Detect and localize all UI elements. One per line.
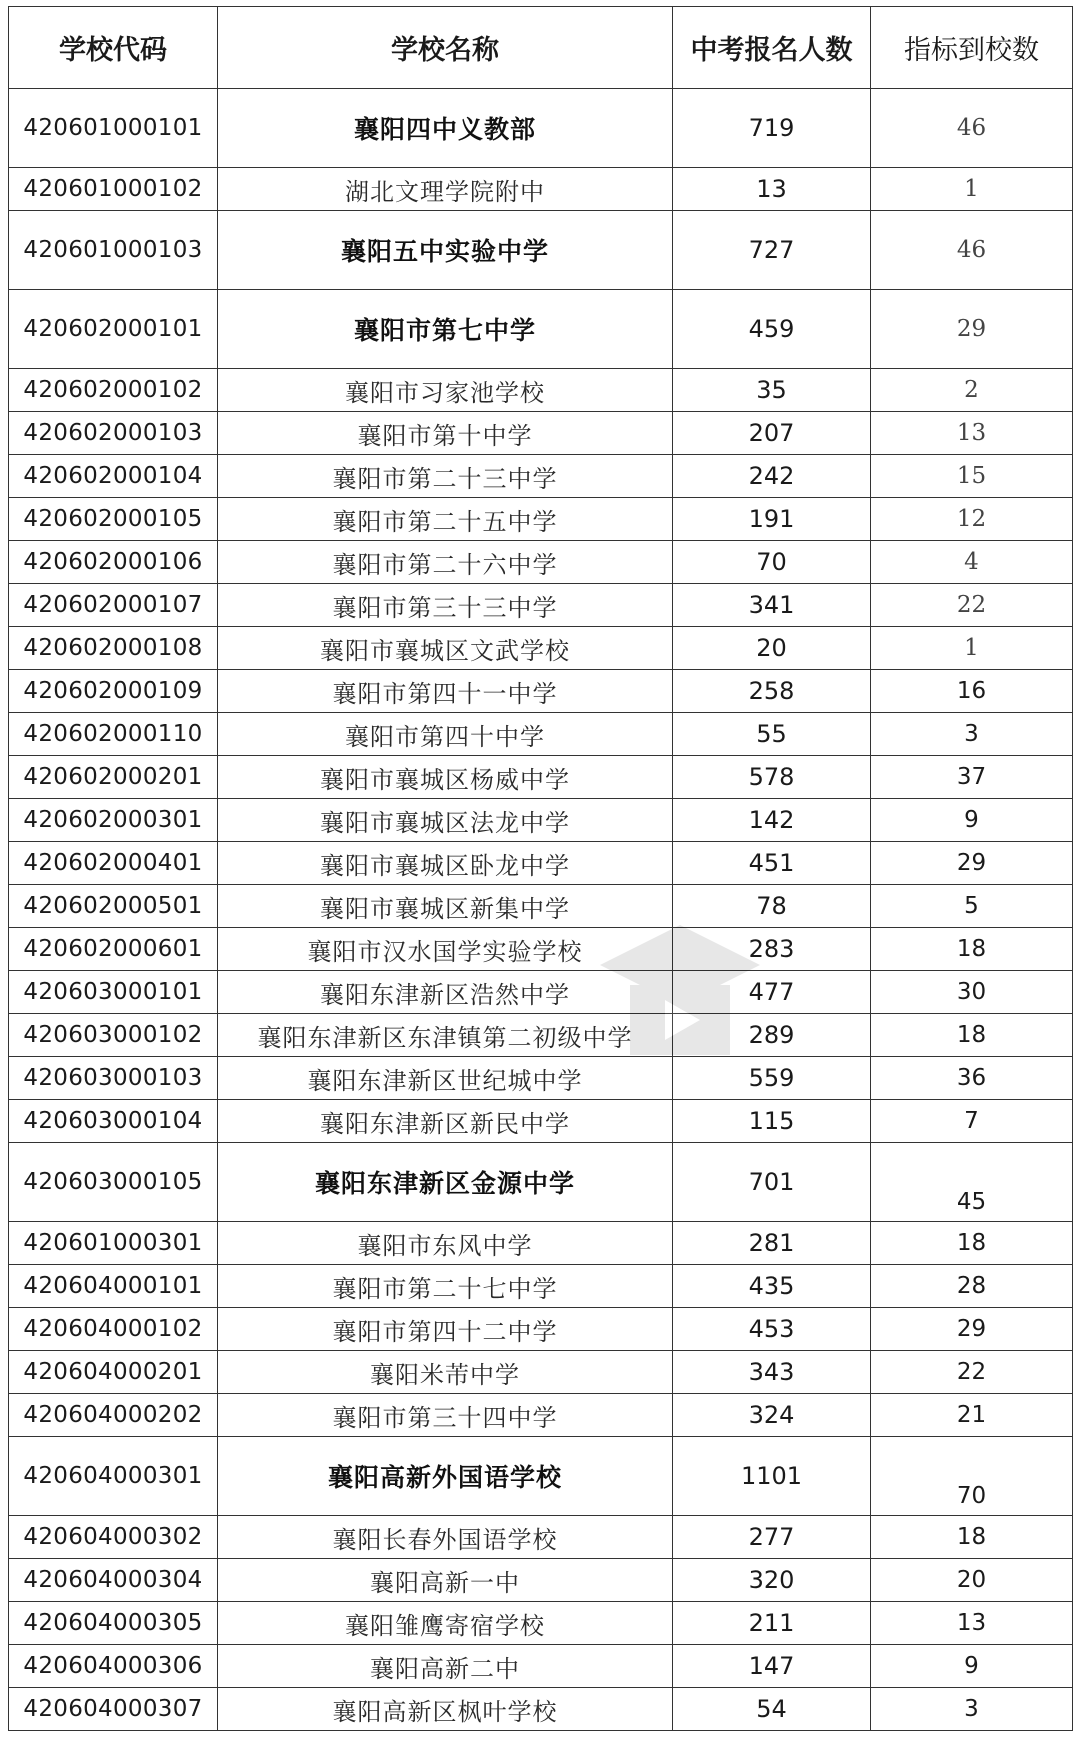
- school-code: 420604000301: [9, 1437, 218, 1516]
- quota-count: 4: [871, 541, 1073, 584]
- school-code: 420604000102: [9, 1308, 218, 1351]
- table-row: [9, 1100, 1073, 1143]
- school-code: 420603000102: [9, 1014, 218, 1057]
- applicant-count: 20: [673, 627, 871, 670]
- school-name: 襄阳雏鹰寄宿学校: [218, 1602, 673, 1645]
- header-quota: 指标到校数: [871, 7, 1073, 89]
- school-code: 420602000601: [9, 928, 218, 971]
- school-code: 420602000105: [9, 498, 218, 541]
- quota-count: 2: [871, 369, 1073, 412]
- school-code: 420603000101: [9, 971, 218, 1014]
- applicant-count: 142: [673, 799, 871, 842]
- applicant-count: 578: [673, 756, 871, 799]
- applicant-count: 242: [673, 455, 871, 498]
- school-code: 420602000501: [9, 885, 218, 928]
- school-name: 襄阳东津新区世纪城中学: [218, 1057, 673, 1100]
- table-row: [9, 756, 1073, 799]
- applicant-count: 343: [673, 1351, 871, 1394]
- table-row: [9, 799, 1073, 842]
- applicant-count: 320: [673, 1559, 871, 1602]
- applicant-count: 451: [673, 842, 871, 885]
- school-name: 襄阳市襄城区杨威中学: [218, 756, 673, 799]
- applicant-count: 277: [673, 1516, 871, 1559]
- table-row: [9, 1143, 1073, 1222]
- table-row: [9, 1057, 1073, 1100]
- applicant-count: 281: [673, 1222, 871, 1265]
- school-code: 420604000306: [9, 1645, 218, 1688]
- school-name: 襄阳市第七中学: [218, 290, 673, 369]
- table-row: [9, 541, 1073, 584]
- quota-count: 30: [871, 971, 1073, 1014]
- applicant-count: 54: [673, 1688, 871, 1731]
- applicant-count: 35: [673, 369, 871, 412]
- table-row: [9, 627, 1073, 670]
- school-name: 襄阳高新二中: [218, 1645, 673, 1688]
- applicant-count: 258: [673, 670, 871, 713]
- quota-count: 22: [871, 1351, 1073, 1394]
- header-school-name: 学校名称: [218, 7, 673, 89]
- table-row: [9, 168, 1073, 211]
- applicant-count: 324: [673, 1394, 871, 1437]
- school-code: 420602000104: [9, 455, 218, 498]
- school-code: 420603000105: [9, 1143, 218, 1222]
- applicant-count: 78: [673, 885, 871, 928]
- school-name: 襄阳市襄城区新集中学: [218, 885, 673, 928]
- school-code: 420602000401: [9, 842, 218, 885]
- school-code: 420602000101: [9, 290, 218, 369]
- table-row: [9, 842, 1073, 885]
- school-name: 襄阳市第二十六中学: [218, 541, 673, 584]
- applicant-count: 289: [673, 1014, 871, 1057]
- quota-count: 18: [871, 1516, 1073, 1559]
- quota-count: 36: [871, 1057, 1073, 1100]
- school-name: 襄阳市第二十三中学: [218, 455, 673, 498]
- applicant-count: 453: [673, 1308, 871, 1351]
- school-code: 420604000202: [9, 1394, 218, 1437]
- quota-count: 12: [871, 498, 1073, 541]
- school-name: 襄阳四中义教部: [218, 89, 673, 168]
- school-code: 420602000106: [9, 541, 218, 584]
- quota-count: 29: [871, 842, 1073, 885]
- applicant-count: 283: [673, 928, 871, 971]
- applicant-count: 477: [673, 971, 871, 1014]
- quota-count: 45: [871, 1143, 1073, 1222]
- school-name: 襄阳米芾中学: [218, 1351, 673, 1394]
- quota-count: 13: [871, 412, 1073, 455]
- quota-count: 29: [871, 1308, 1073, 1351]
- quota-count: 29: [871, 290, 1073, 369]
- table-row: [9, 971, 1073, 1014]
- school-name: 襄阳高新一中: [218, 1559, 673, 1602]
- quota-count: 28: [871, 1265, 1073, 1308]
- school-code: 420601000301: [9, 1222, 218, 1265]
- quota-count: 5: [871, 885, 1073, 928]
- school-code: 420604000302: [9, 1516, 218, 1559]
- applicant-count: 727: [673, 211, 871, 290]
- school-name: 襄阳市第四十二中学: [218, 1308, 673, 1351]
- table-row: [9, 412, 1073, 455]
- school-name: 襄阳东津新区浩然中学: [218, 971, 673, 1014]
- school-name: 襄阳高新外国语学校: [218, 1437, 673, 1516]
- quota-count: 21: [871, 1394, 1073, 1437]
- school-name: 襄阳市习家池学校: [218, 369, 673, 412]
- quota-count: 1: [871, 168, 1073, 211]
- quota-count: 3: [871, 1688, 1073, 1731]
- table-row: [9, 1014, 1073, 1057]
- applicant-count: 55: [673, 713, 871, 756]
- school-code: 420601000103: [9, 211, 218, 290]
- quota-table: [8, 6, 1073, 1731]
- school-name: 襄阳市襄城区卧龙中学: [218, 842, 673, 885]
- table-row: [9, 211, 1073, 290]
- quota-count: 13: [871, 1602, 1073, 1645]
- quota-count: 18: [871, 1014, 1073, 1057]
- applicant-count: 191: [673, 498, 871, 541]
- school-name: 襄阳五中实验中学: [218, 211, 673, 290]
- school-name: 襄阳市汉水国学实验学校: [218, 928, 673, 971]
- school-code: 420602000107: [9, 584, 218, 627]
- school-name: 襄阳市第二十七中学: [218, 1265, 673, 1308]
- applicant-count: 211: [673, 1602, 871, 1645]
- school-code: 420602000201: [9, 756, 218, 799]
- table-row: [9, 885, 1073, 928]
- school-name: 襄阳东津新区金源中学: [218, 1143, 673, 1222]
- school-name: 襄阳市第三十三中学: [218, 584, 673, 627]
- school-name: 襄阳市第二十五中学: [218, 498, 673, 541]
- quota-count: 9: [871, 799, 1073, 842]
- table-row: [9, 455, 1073, 498]
- school-name: 襄阳东津新区新民中学: [218, 1100, 673, 1143]
- school-name: 襄阳高新区枫叶学校: [218, 1688, 673, 1731]
- school-name: 襄阳东津新区东津镇第二初级中学: [218, 1014, 673, 1057]
- table-row: [9, 584, 1073, 627]
- applicant-count: 341: [673, 584, 871, 627]
- school-code: 420601000101: [9, 89, 218, 168]
- table-row: [9, 1308, 1073, 1351]
- school-code: 420604000304: [9, 1559, 218, 1602]
- table-row: [9, 1351, 1073, 1394]
- school-code: 420603000104: [9, 1100, 218, 1143]
- school-code: 420603000103: [9, 1057, 218, 1100]
- quota-count: 1: [871, 627, 1073, 670]
- applicant-count: 435: [673, 1265, 871, 1308]
- school-name: 湖北文理学院附中: [218, 168, 673, 211]
- table-row: [9, 1602, 1073, 1645]
- table-row: [9, 928, 1073, 971]
- table-row: [9, 290, 1073, 369]
- quota-count: 3: [871, 713, 1073, 756]
- table-row: [9, 1437, 1073, 1516]
- applicant-count: 13: [673, 168, 871, 211]
- school-code: 420604000307: [9, 1688, 218, 1731]
- quota-count: 20: [871, 1559, 1073, 1602]
- table-row: [9, 1265, 1073, 1308]
- school-name: 襄阳长春外国语学校: [218, 1516, 673, 1559]
- quota-count: 70: [871, 1437, 1073, 1516]
- quota-count: 37: [871, 756, 1073, 799]
- quota-count: 7: [871, 1100, 1073, 1143]
- school-code: 420602000301: [9, 799, 218, 842]
- school-name: 襄阳市东风中学: [218, 1222, 673, 1265]
- school-code: 420604000101: [9, 1265, 218, 1308]
- table-row: [9, 670, 1073, 713]
- table-row: [9, 89, 1073, 168]
- applicant-count: 559: [673, 1057, 871, 1100]
- header-school-code: 学校代码: [9, 7, 218, 89]
- table-row: [9, 1516, 1073, 1559]
- quota-count: 46: [871, 89, 1073, 168]
- applicant-count: 701: [673, 1143, 871, 1222]
- school-code: 420604000201: [9, 1351, 218, 1394]
- quota-count: 18: [871, 1222, 1073, 1265]
- applicant-count: 115: [673, 1100, 871, 1143]
- table-row: [9, 1222, 1073, 1265]
- applicant-count: 459: [673, 290, 871, 369]
- school-code: 420601000102: [9, 168, 218, 211]
- quota-count: 15: [871, 455, 1073, 498]
- quota-count: 46: [871, 211, 1073, 290]
- school-code: 420602000110: [9, 713, 218, 756]
- table-row: [9, 498, 1073, 541]
- quota-count: 18: [871, 928, 1073, 971]
- school-code: 420602000102: [9, 369, 218, 412]
- table-header-row: [9, 7, 1073, 89]
- school-code: 420602000103: [9, 412, 218, 455]
- school-name: 襄阳市第十中学: [218, 412, 673, 455]
- school-code: 420604000305: [9, 1602, 218, 1645]
- header-applicants: 中考报名人数: [673, 7, 871, 89]
- quota-count: 9: [871, 1645, 1073, 1688]
- table-row: [9, 1645, 1073, 1688]
- table-row: [9, 713, 1073, 756]
- school-code: 420602000108: [9, 627, 218, 670]
- quota-count: 22: [871, 584, 1073, 627]
- applicant-count: 70: [673, 541, 871, 584]
- school-name: 襄阳市襄城区文武学校: [218, 627, 673, 670]
- applicant-count: 207: [673, 412, 871, 455]
- school-name: 襄阳市第四十一中学: [218, 670, 673, 713]
- school-code: 420602000109: [9, 670, 218, 713]
- school-name: 襄阳市第三十四中学: [218, 1394, 673, 1437]
- table-row: [9, 369, 1073, 412]
- quota-count: 16: [871, 670, 1073, 713]
- school-name: 襄阳市襄城区法龙中学: [218, 799, 673, 842]
- table-row: [9, 1559, 1073, 1602]
- applicant-count: 719: [673, 89, 871, 168]
- school-name: 襄阳市第四十中学: [218, 713, 673, 756]
- table-row: [9, 1688, 1073, 1731]
- applicant-count: 147: [673, 1645, 871, 1688]
- table-row: [9, 1394, 1073, 1437]
- applicant-count: 1101: [673, 1437, 871, 1516]
